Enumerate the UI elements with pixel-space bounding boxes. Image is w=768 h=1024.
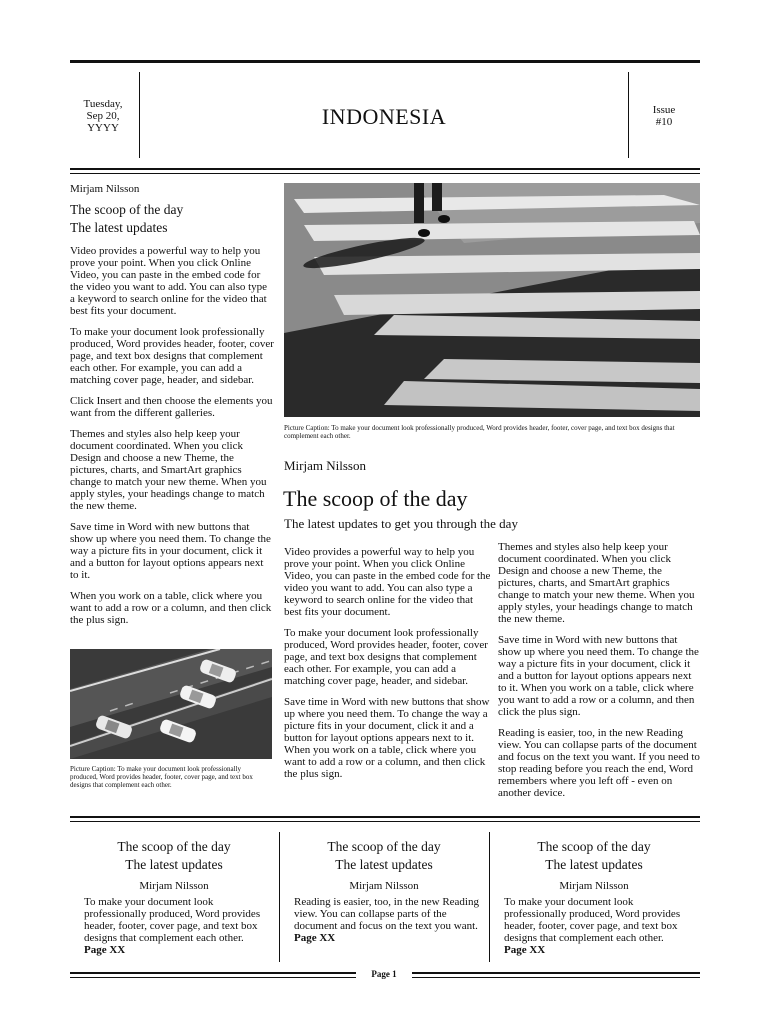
bottom-column-1	[74, 838, 274, 956]
main-article-paragraph: Save time in Word with new buttons that show up where you need them. To change the way a picture fits in your document, click it and a button for layout options appears next to it. When you work on a table, click where you want to add a row or a column, and then click the plus sign.	[498, 634, 699, 718]
bottom-column-2	[284, 838, 484, 944]
masthead-issue	[636, 104, 692, 128]
bottom-column-headline: The scoop of the day	[537, 839, 651, 854]
bottom-column-body: To make your document look professionally produced, Word provides header, footer, cover page, and text box designs that complement each other.	[84, 896, 261, 944]
bottom-column-subheadline: The latest updates	[335, 857, 433, 872]
bottom-column-page-ref: Page XX	[84, 944, 126, 956]
bottom-column-author: Mirjam Nilsson	[559, 880, 629, 892]
newspaper-title: INDONESIA	[321, 104, 447, 129]
main-article-paragraph: Video provides a powerful way to help you prove your point. When you click Online Video, you can paste in the embed code for the video you want to add. You can also type a keyword to search online for the video that best fits your document.	[284, 546, 491, 618]
main-article-column-1	[284, 546, 492, 789]
highway-photo	[70, 649, 272, 759]
date-weekday: Tuesday,	[83, 98, 123, 110]
main-article-paragraph: To make your document look professionally produced, Word provides header, footer, cover page, and text box designs that complement each other. For example, you can add a matching cover page, header, and sidebar.	[284, 627, 488, 687]
main-article-paragraph: Save time in Word with new buttons that show up where you need them. To change the way a picture fits in your document, click it and a button for layout options appears next to it. When you work on a table, click where you want to add a row or a column, and then click the plus sign.	[284, 696, 490, 780]
bottom-divider-1	[279, 832, 280, 962]
footer-rule-right-top	[412, 972, 700, 974]
main-article-author: Mirjam Nilsson	[284, 458, 366, 473]
footer-rule-left-top	[70, 972, 356, 974]
bottom-column-subheadline: The latest updates	[125, 857, 223, 872]
left-article-paragraph: Save time in Word with new buttons that show up where you need them. To change the way a picture fits in your document, click it and a button for layout options appears next to it.	[70, 521, 271, 581]
footer-rule-right-bottom	[412, 977, 700, 978]
footer-rule-left-bottom	[70, 977, 356, 978]
main-article-subheadline: The latest updates to get you through the day	[284, 516, 518, 531]
bottom-column-author: Mirjam Nilsson	[139, 880, 209, 892]
left-article-author: Mirjam Nilsson	[70, 183, 140, 195]
issue-label: Issue	[652, 104, 676, 116]
bottom-column-body: Reading is easier, too, in the new Reading view. You can collapse parts of the document and focus on the text you want.	[294, 896, 479, 932]
masthead-divider-right	[628, 72, 629, 158]
bottom-column-headline: The scoop of the day	[117, 839, 231, 854]
left-article-paragraph: Themes and styles also help keep your document coordinated. When you click Design and choose a new Theme, the pictures, charts, and SmartArt graphics change to match your new theme. When you apply styles, your headings change to match the new theme.	[70, 428, 267, 512]
left-article-paragraph: To make your document look professionally produced, Word provides header, footer, cover page, and text box designs that complement each other. For example, you can add a matching cover page, header, and sidebar.	[70, 326, 274, 386]
date-year: YYYY	[87, 122, 119, 134]
bottom-band-rule-top	[70, 816, 700, 818]
bottom-column-body: To make your document look professionally produced, Word provides header, footer, cover page, and text box designs that complement each other.	[504, 896, 681, 944]
left-article	[70, 183, 274, 635]
issue-number: #10	[655, 116, 673, 128]
left-article-subheadline: The latest updates	[70, 220, 168, 235]
left-article-headline: The scoop of the day	[70, 202, 184, 217]
masthead-rule-bottom	[70, 173, 700, 174]
bottom-column-author: Mirjam Nilsson	[349, 880, 419, 892]
masthead-rule-top	[70, 168, 700, 170]
masthead-divider-left	[139, 72, 140, 158]
left-article-paragraph: When you work on a table, click where you want to add a row or a column, and then click the plus sign.	[70, 590, 272, 626]
date-monthday: Sep 20,	[86, 110, 120, 122]
page-number: Page 1	[371, 969, 397, 979]
left-article-paragraph: Click Insert and then choose the elements you want from the different galleries.	[70, 395, 273, 419]
bottom-column-page-ref: Page XX	[504, 944, 546, 956]
crosswalk-photo	[284, 183, 700, 417]
bottom-column-subheadline: The latest updates	[545, 857, 643, 872]
bottom-column-headline: The scoop of the day	[327, 839, 441, 854]
top-rule	[70, 60, 700, 63]
bottom-column-3	[494, 838, 694, 956]
main-article-paragraph: Reading is easier, too, in the new Reading view. You can collapse parts of the document and focus on the text you want. If you need to stop reading before you reach the end, Word remembers where you left off - even on another device.	[498, 727, 700, 799]
bottom-band-rule-bottom	[70, 821, 700, 822]
bottom-divider-2	[489, 832, 490, 962]
left-article-paragraph: Video provides a powerful way to help you prove your point. When you click Online Video, you can paste in the embed code for the video you want to add. You can also type a keyword to search online for the video that best fits your document.	[70, 245, 268, 317]
masthead-date	[72, 98, 134, 134]
main-article-paragraph: Themes and styles also help keep your document coordinated. When you click Design and choose a new Theme, the pictures, charts, and SmartArt graphics change to match your new theme. When you apply styles, your headings change to match the new theme.	[498, 541, 695, 625]
main-photo-caption: Picture Caption: To make your document look professionally produced, Word provides header, footer, cover page, and text box designs that complement each other.	[284, 424, 675, 440]
main-article-headline: The scoop of the day	[283, 486, 468, 511]
main-article-column-2	[498, 541, 702, 808]
bottom-column-page-ref: Page XX	[294, 932, 336, 944]
left-photo-caption: Picture Caption: To make your document look professionally produced, Word provides header, footer, cover page, and text box designs that complement each other.	[70, 765, 253, 789]
